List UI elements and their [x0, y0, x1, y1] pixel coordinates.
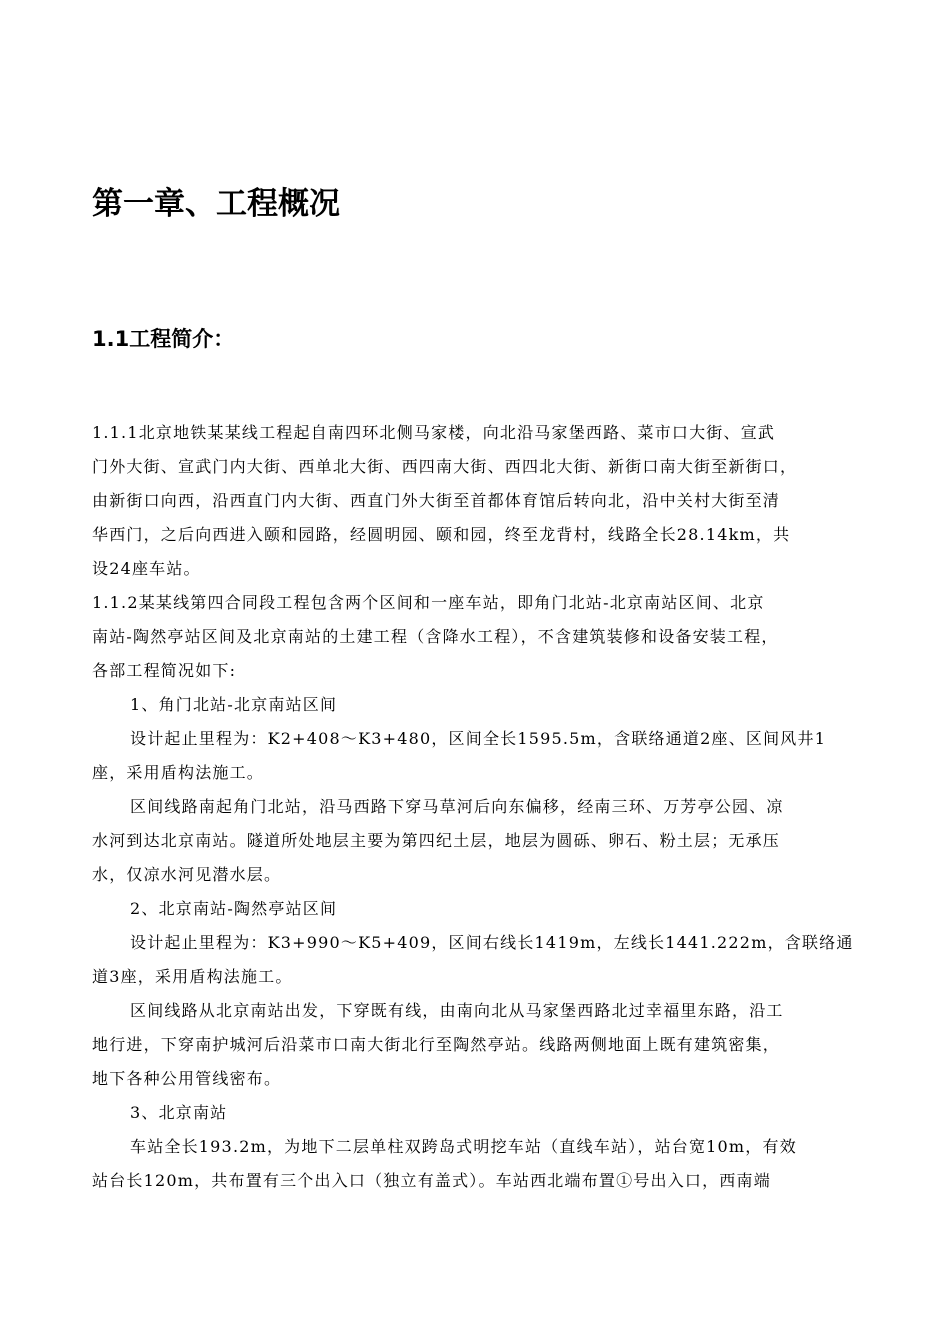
text-line: 地下各种公用管线密布。: [92, 1069, 282, 1088]
subsection-heading: 2、北京南站-陶然亭站区间: [130, 899, 338, 918]
text-line: 道3座，采用盾构法施工。: [92, 967, 293, 986]
text-line: 华西门，之后向西进入颐和园路，经圆明园、颐和园，终至龙背村，线路全长28.14km，共: [92, 525, 791, 544]
subsection-heading: 1、角门北站-北京南站区间: [130, 695, 338, 714]
section-title: 1.1工程简介：: [92, 327, 235, 351]
text-line: 1.1.2某某线第四合同段工程包含两个区间和一座车站，即角门北站-北京南站区间、北京: [92, 593, 765, 612]
text-line: 站台长120m，共布置有三个出入口（独立有盖式）。车站西北端布置①号出入口，西南端: [92, 1171, 771, 1190]
text-line: 区间线路从北京南站出发，下穿既有线，由南向北从马家堡西路北过幸福里东路，沿工: [130, 1001, 784, 1020]
text-line: 各部工程简况如下:: [92, 661, 237, 680]
text-line: 车站全长193.2m，为地下二层单柱双跨岛式明挖车站（直线车站），站台宽10m，有效: [130, 1137, 797, 1156]
text-line: 设计起止里程为：K2+408～K3+480，区间全长1595.5m，含联络通道2座、区间风井1: [130, 729, 827, 748]
subsection-heading: 3、北京南站: [130, 1103, 228, 1122]
text-line: 1.1.1北京地铁某某线工程起自南四环北侧马家楼，向北沿马家堡西路、菜市口大街、宣武: [92, 423, 776, 442]
body-text: [92, 416, 867, 1198]
chapter-title: 第一章、工程概况: [92, 186, 340, 222]
text-line: 座，采用盾构法施工。: [92, 763, 265, 782]
text-line: 设24座车站。: [92, 559, 201, 578]
text-line: 门外大街、宣武门内大街、西单北大街、西四南大街、西四北大街、新街口南大街至新街口，: [92, 457, 798, 476]
text-line: 水河到达北京南站。隧道所处地层主要为第四纪土层，地层为圆砾、卵石、粉土层；无承压: [92, 831, 781, 850]
text-line: 由新街口向西，沿西直门内大街、西直门外大街至首都体育馆后转向北，沿中关村大街至清: [92, 491, 781, 510]
text-line: 区间线路南起角门北站，沿马西路下穿马草河后向东偏移，经南三环、万芳亭公园、凉: [130, 797, 784, 816]
text-line: 南站-陶然亭站区间及北京南站的土建工程（含降水工程），不含建筑装修和设备安装工程，: [92, 627, 779, 646]
text-line: 水，仅凉水河见潜水层。: [92, 865, 282, 884]
text-line: 地行进，下穿南护城河后沿菜市口南大街北行至陶然亭站。线路两侧地面上既有建筑密集，: [92, 1035, 781, 1054]
text-line: 设计起止里程为：K3+990～K5+409，区间右线长1419m，左线长1441.222m，含联络通: [130, 933, 854, 952]
